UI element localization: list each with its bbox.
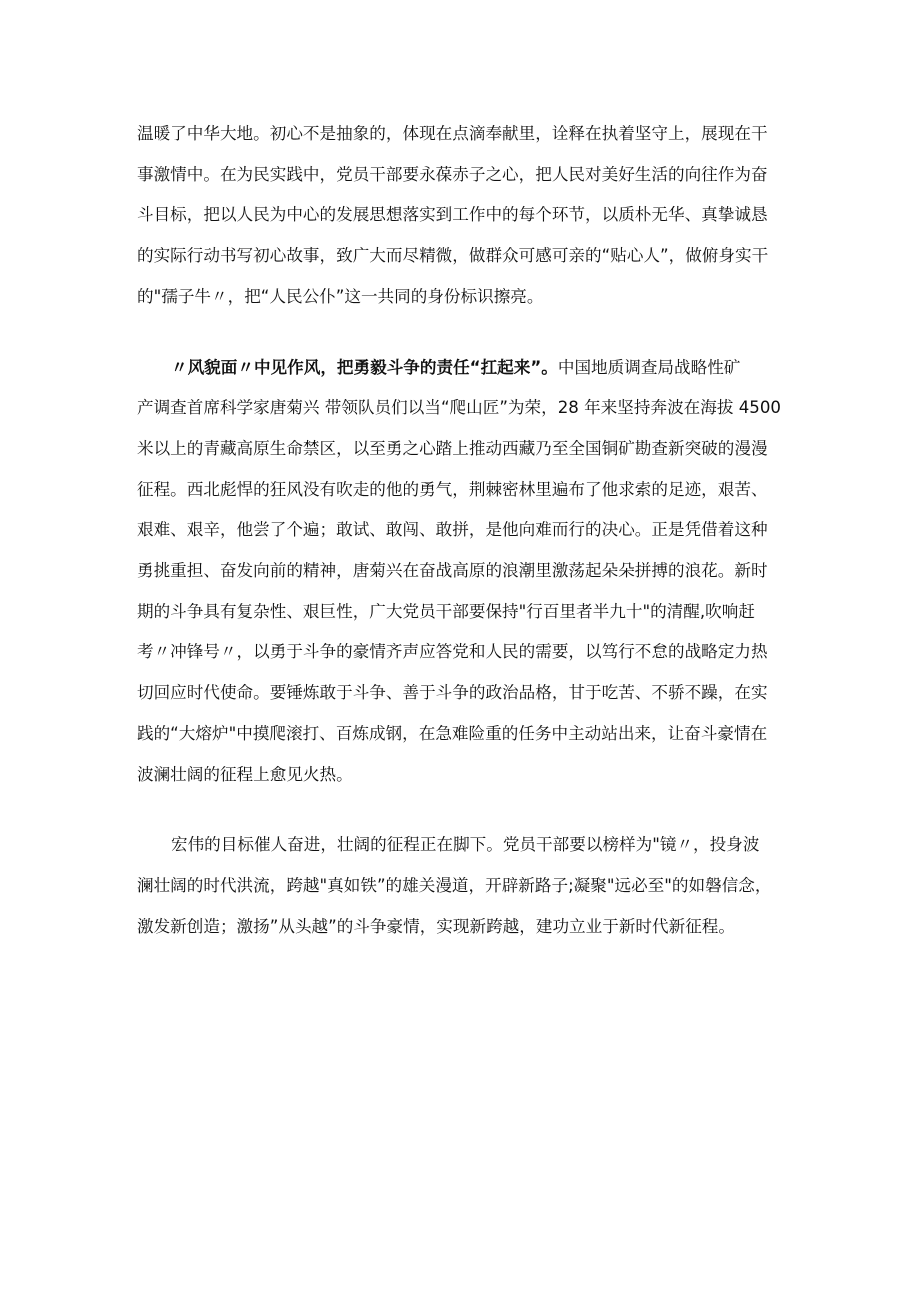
text-line: 斗目标，把以人民为中心的发展思想落实到工作中的每个环节，以质朴无华、真挚诚恳 xyxy=(137,205,768,225)
paragraph-2 xyxy=(137,348,797,796)
text-line: 事激情中。在为民实践中，党员干部要永葆赤子之心，把人民对美好生活的向往作为奋 xyxy=(137,164,768,184)
text-line: 考〃冲锋号〃，以勇于斗争的豪情齐声应答党和人民的需要，以笃行不怠的战略定力热 xyxy=(137,642,768,662)
text-line: 征程。西北彪悍的狂风没有吹走的他的勇气，荆棘密林里遍布了他求索的足迹，艰苦、 xyxy=(137,479,768,499)
paragraph-1 xyxy=(137,114,797,318)
text-line: 切回应时代使命。要锤炼敢于斗争、善于斗争的政治品格，甘于吃苦、不骄不躁，在实 xyxy=(137,683,768,703)
text-line-first xyxy=(137,348,797,389)
text-line: 米以上的青藏高原生命禁区，以至勇之心踏上推动西藏乃至全国铜矿勘查新突破的漫漫 xyxy=(137,438,768,458)
text-line: 波澜壮阔的征程上愈见火热。 xyxy=(137,764,353,784)
text-line-first: 宏伟的目标催人奋进，壮阔的征程正在脚下。党员干部要以榜样为"镜〃，投身波 xyxy=(171,835,760,855)
text-line: 期的斗争具有复杂性、艰巨性，广大党员干部要保持"行百里者半九十"的清醒,吹响赶 xyxy=(137,601,755,621)
text-line: 产调查首席科学家唐菊兴 带领队员们以当“爬山匠”为荣，28 年来坚持奔波在海拔 4500 xyxy=(137,398,781,418)
paragraph-heading: 〃风貌面〃中见作风，把勇毅斗争的责任“扛起来”。 xyxy=(171,357,558,377)
text-line: 的实际行动书写初心故事，致广大而尽精微，做群众可感可亲的“贴心人”，做俯身实干 xyxy=(137,246,769,266)
text-line: 勇挑重担、奋发向前的精神，唐菊兴在奋战高原的浪潮里激荡起朵朵拼搏的浪花。新时 xyxy=(137,561,768,581)
heading-continuation: 中国地质调查局战略性矿 xyxy=(557,357,741,377)
text-line: 激发新创造；激扬”从头越”的斗争豪情，实现新跨越，建功立业于新时代新征程。 xyxy=(137,916,735,936)
text-line: 的"孺子牛〃，把“人民公仆”这一共同的身份标识擦亮。 xyxy=(137,286,544,306)
text-line: 澜壮阔的时代洪流，跨越"真如铁”的雄关漫道，开辟新路子;凝聚"远必至"的如磐信念， xyxy=(137,875,772,895)
text-line: 践的“大熔炉"中摸爬滚打、百炼成钢，在急难险重的任务中主动站出来，让奋斗豪情在 xyxy=(137,723,768,743)
text-line: 温暖了中华大地。初心不是抽象的，体现在点滴奉献里，诠释在执着坚守上，展现在干 xyxy=(137,124,768,143)
paragraph-3 xyxy=(137,825,797,947)
document-page xyxy=(137,114,797,947)
text-line: 艰难、艰辛，他尝了个遍；敢试、敢闯、敢拼，是他向难而行的决心。正是凭借着这种 xyxy=(137,520,768,540)
